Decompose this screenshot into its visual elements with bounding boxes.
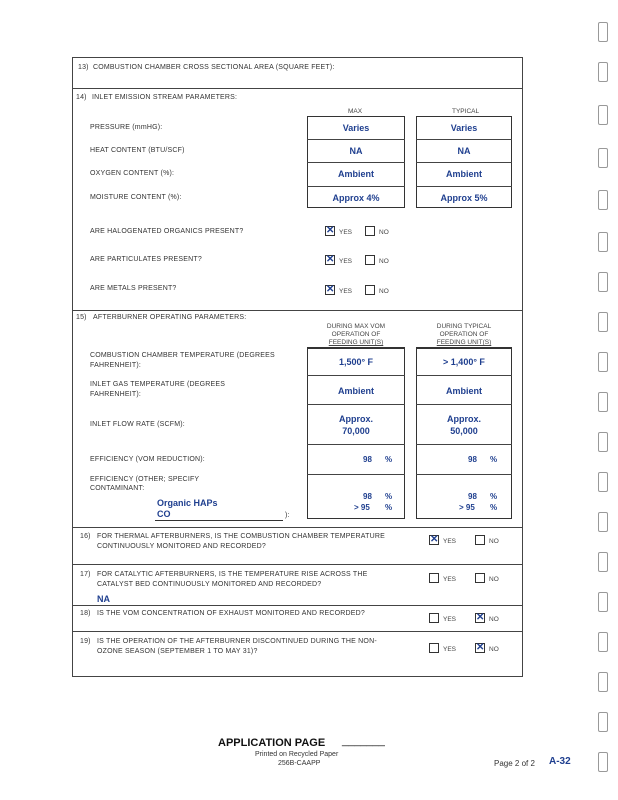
contaminant-2[interactable]: CO [157,509,171,519]
q19-l2: OZONE SEASON (SEPTEMBER 1 TO MAY 31)? [97,648,258,655]
inlet-gas-temp-typ[interactable]: Ambient [446,386,482,396]
q16-no-label: NO [489,538,499,545]
q16-l2: CONTINUOUSLY MONITORED AND RECORDED? [97,543,266,550]
inlet-flow-typ-l1[interactable]: Approx. [446,414,481,424]
halogenated-no-checkbox[interactable] [365,226,375,236]
q17-yes-label: YES [443,576,457,583]
col-max-header: MAX [348,108,363,115]
col-max-l2: OPERATION OF [331,331,381,338]
efficiency-vom-typ-pct: % [490,455,498,464]
q13-number: 13) [78,64,89,71]
inlet-flow-label: INLET FLOW RATE (SCFM): [90,421,185,428]
metals-yes-label: YES [339,288,353,295]
q16-number: 16) [80,533,91,540]
contaminant-1[interactable]: Organic HAPs [157,498,218,508]
moisture-typ-value[interactable]: Approx 5% [440,193,488,203]
q14-text: INLET EMISSION STREAM PARAMETERS: [92,94,238,101]
halogenated-question: ARE HALOGENATED ORGANICS PRESENT? [90,228,244,235]
efficiency-other-label-l1: EFFICIENCY (OTHER; SPECIFY [90,476,200,483]
inlet-gas-temp-label-l1: INLET GAS TEMPERATURE (DEGREES [90,381,226,388]
metals-yes-checkbox[interactable]: ✕ [326,284,335,295]
q17-l2: CATALYST BED CONTINUOUSLY MONITORED AND RECORDED? [97,581,322,588]
pressure-typ-value[interactable]: Varies [450,123,478,133]
q19-yes-label: YES [443,646,457,653]
efficiency-vom-max-pct: % [385,455,393,464]
moisture-content-label: MOISTURE CONTENT (%): [90,194,182,201]
metals-no-label: NO [379,288,389,295]
q19-l1: IS THE OPERATION OF THE AFTERBURNER DISCONTINUED DURING THE NON- [97,638,377,645]
combustion-temp-label-l2: FAHRENHEIT): [90,362,142,369]
inlet-flow-max-l2[interactable]: 70,000 [342,426,370,436]
q19-yes-checkbox[interactable] [429,643,439,653]
q18-yes-checkbox[interactable] [429,613,439,623]
q17-no-checkbox[interactable] [475,573,485,583]
efficiency-vom-label: EFFICIENCY (VOM REDUCTION): [90,456,205,463]
footer-form-number: 256B-CAAPP [278,760,321,767]
col-typ-l1: DURING TYPICAL [436,323,492,330]
moisture-max-value[interactable]: Approx 4% [332,193,380,203]
particulates-no-label: NO [379,258,389,265]
efficiency-other-typ-1-pct: % [490,492,498,501]
col-max-l1: DURING MAX VOM [326,323,386,330]
q19-number: 19) [80,638,91,645]
efficiency-other-max-1-pct: % [385,492,393,501]
efficiency-other-typ-1[interactable]: 98 [468,492,477,501]
oxygen-typ-value[interactable]: Ambient [446,169,482,179]
q18-yes-label: YES [443,616,457,623]
inlet-flow-typ-l2[interactable]: 50,000 [450,426,478,436]
q18-no-checkbox[interactable]: ✕ [476,612,485,623]
footer-blank: _______ [342,735,385,747]
oxygen-max-value[interactable]: Ambient [338,169,374,179]
q15-number: 15) [76,314,87,321]
efficiency-other-label-l2: CONTAMINANT: [90,485,145,492]
q18-number: 18) [80,610,91,617]
footer-page: Page 2 of 2 [494,759,535,768]
metals-no-checkbox[interactable] [365,285,375,295]
col-max-l3: FEEDING UNIT(S) [328,339,384,346]
q17-no-label: NO [489,576,499,583]
inlet-flow-max-l1[interactable]: Approx. [338,414,373,424]
inlet-gas-temp-label-l2: FAHRENHEIT): [90,391,142,398]
efficiency-other-max-1[interactable]: 98 [363,492,372,501]
col-typ-l2: OPERATION OF [439,331,489,338]
q17-answer[interactable]: NA [97,594,110,604]
efficiency-other-typ-2-pct: % [490,503,498,512]
combustion-temp-label-l1: COMBUSTION CHAMBER TEMPERATURE (DEGREES [90,352,275,359]
pressure-max-value[interactable]: Varies [342,123,370,133]
q19-no-checkbox[interactable]: ✕ [476,642,485,653]
q16-yes-label: YES [443,538,457,545]
pressure-label: PRESSURE (mmHG): [90,124,163,131]
combustion-temp-typ[interactable]: > 1,400° F [443,357,485,367]
particulates-question: ARE PARTICULATES PRESENT? [90,256,202,263]
heat-typ-value[interactable]: NA [457,146,471,156]
efficiency-other-max-2-pct: % [385,503,393,512]
q16-yes-checkbox[interactable]: ✕ [430,534,439,545]
q17-number: 17) [80,571,91,578]
heat-content-label: HEAT CONTENT (BTU/SCF) [90,147,185,154]
particulates-yes-checkbox[interactable]: ✕ [326,254,335,265]
metals-question: ARE METALS PRESENT? [90,285,177,292]
particulates-yes-label: YES [339,258,353,265]
q18-text: IS THE VOM CONCENTRATION OF EXHAUST MONITORED AND RECORDED? [97,610,365,617]
q18-no-label: NO [489,616,499,623]
q17-l1: FOR CATALYTIC AFTERBURNERS, IS THE TEMPERATURE RISE ACROSS THE [97,571,368,578]
combustion-temp-max[interactable]: 1,500° F [338,357,374,367]
q19-no-label: NO [489,646,499,653]
inlet-gas-temp-max[interactable]: Ambient [338,386,374,396]
heat-max-value[interactable]: NA [349,146,363,156]
col-typ-l3: FEEDING UNIT(S) [436,339,492,346]
halogenated-yes-checkbox[interactable]: ✕ [326,225,335,236]
q16-no-checkbox[interactable] [475,535,485,545]
efficiency-vom-typ[interactable]: 98 [468,455,477,464]
halogenated-yes-label: YES [339,229,353,236]
efficiency-other-max-2[interactable]: > 95 [354,503,370,512]
footer-page-id: A-32 [549,756,571,767]
footer-recycled: Printed on Recycled Paper [255,751,339,758]
footer-title: APPLICATION PAGE [218,737,326,749]
q15-text: AFTERBURNER OPERATING PARAMETERS: [93,314,247,321]
oxygen-content-label: OXYGEN CONTENT (%): [90,170,175,177]
q16-l1: FOR THERMAL AFTERBURNERS, IS THE COMBUSTION CHAMBER TEMPERATURE [97,533,385,540]
efficiency-vom-max[interactable]: 98 [363,455,372,464]
q13-text: COMBUSTION CHAMBER CROSS SECTIONAL AREA (SQUARE FEET): [93,64,335,71]
halogenated-no-label: NO [379,229,389,236]
col-typ-header: TYPICAL [452,108,480,115]
efficiency-other-typ-2[interactable]: > 95 [459,503,475,512]
q14-number: 14) [76,94,87,101]
q17-yes-checkbox[interactable] [429,573,439,583]
particulates-no-checkbox[interactable] [365,255,375,265]
contaminant-close: ): [285,512,290,519]
